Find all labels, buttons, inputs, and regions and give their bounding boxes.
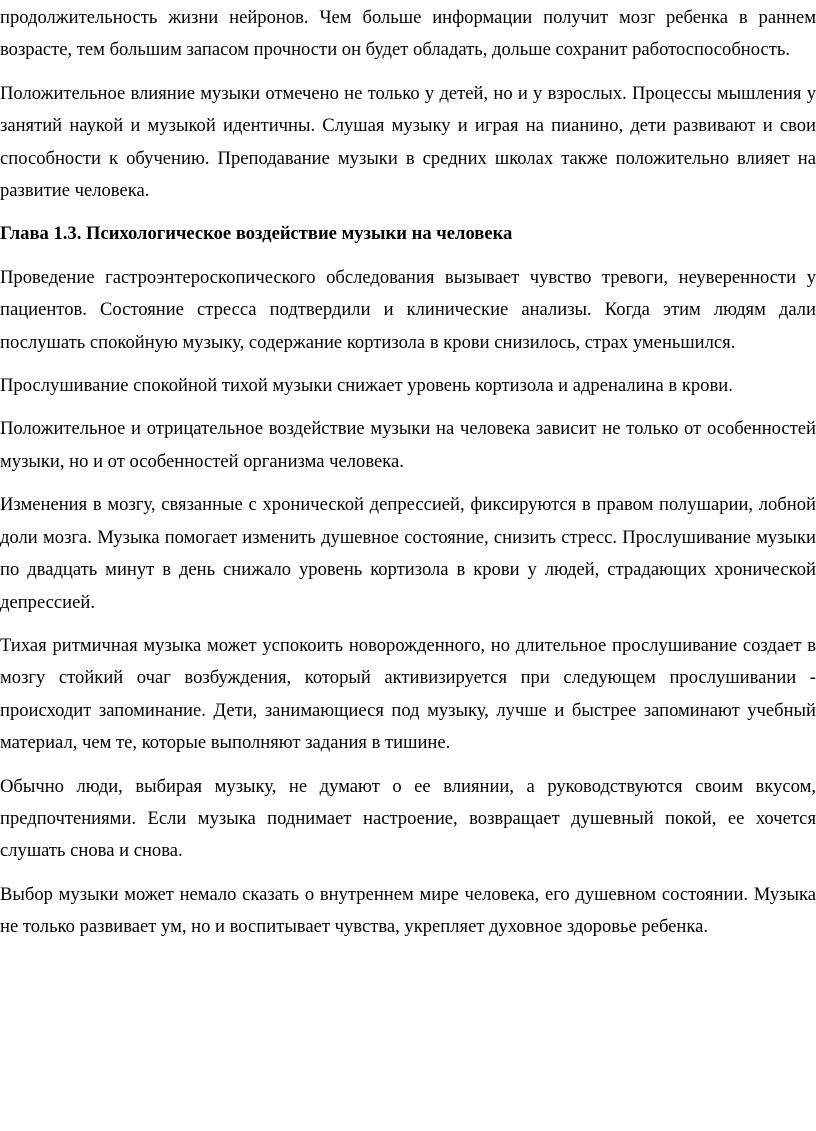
chapter-heading: Глава 1.3. Психологическое воздействие музыки на человека: [0, 223, 513, 245]
paragraph-music-adults: Положительное влияние музыки отмечено не только у детей, но и у взрослых. Процессы мышления у занятий наукой и музыкой идентичны. Слушая музыку и играя на пианино, дети развивают и свои способности к обучению. Преподавание музыки в средних школах также положительно влияет на развитие человека.: [0, 82, 816, 202]
paragraph-calm-music-cortisol: Прослушивание спокойной тихой музыки снижает уровень кортизола и адреналина в крови.: [0, 375, 733, 397]
paragraph-positive-negative-effect: Положительное и отрицательное воздействие музыки на человека зависит не только от особенностей музыки, но и от особенностей организма человека.: [0, 418, 816, 472]
paragraph-music-choice-taste: Обычно люди, выбирая музыку, не думают о ее влиянии, а руководствуются своим вкусом, предпочтениями. Если музыка поднимает настроение, возвращает душевный покой, ее хочется слушать снова и снова.: [0, 775, 816, 862]
paragraph-gastro-examination: Проведение гастроэнтероскопического обследования вызывает чувство тревоги, неуверенности у пациентов. Состояние стресса подтвердили и клинические анализы. Когда этим людям дали послушать спокойную музыку, содержание кортизола в крови снизилось, страх уменьшился.: [0, 266, 816, 353]
paragraph-depression-brain: Изменения в мозгу, связанные с хронической депрессией, фиксируются в правом полушарии, лобной доли мозга. Музыка помогает изменить душевное состояние, снизить стресс. Прослушивание музыки по двадцать минут в день снижало уровень кортизола в крови у людей, страдающих хронической депрессией.: [0, 494, 816, 613]
paragraph-neuron-longevity: продолжительность жизни нейронов. Чем больше информации получит мозг ребенка в раннем возрасте, тем большим запасом прочности он будет обладать, дольше сохранит работоспособность.: [0, 7, 816, 61]
paragraph-rhythmic-music-newborn: Тихая ритмичная музыка может успокоить новорожденного, но длительное прослушивание создает в мозгу стойкий очаг возбуждения, который активизируется при следующем прослушивании - происходит запоминание. Дети, занимающиеся под музыку, лучше и быстрее запоминают учебный материал, чем те, которые выполняют задания в тишине.: [0, 634, 816, 754]
paragraph-inner-world: Выбор музыки может немало сказать о внутреннем мире человека, его душевном состоянии. Музыка не только развивает ум, но и воспитывает чувства, укрепляет духовное здоровье ребенка.: [0, 883, 816, 938]
document-page: [0, 2, 816, 955]
